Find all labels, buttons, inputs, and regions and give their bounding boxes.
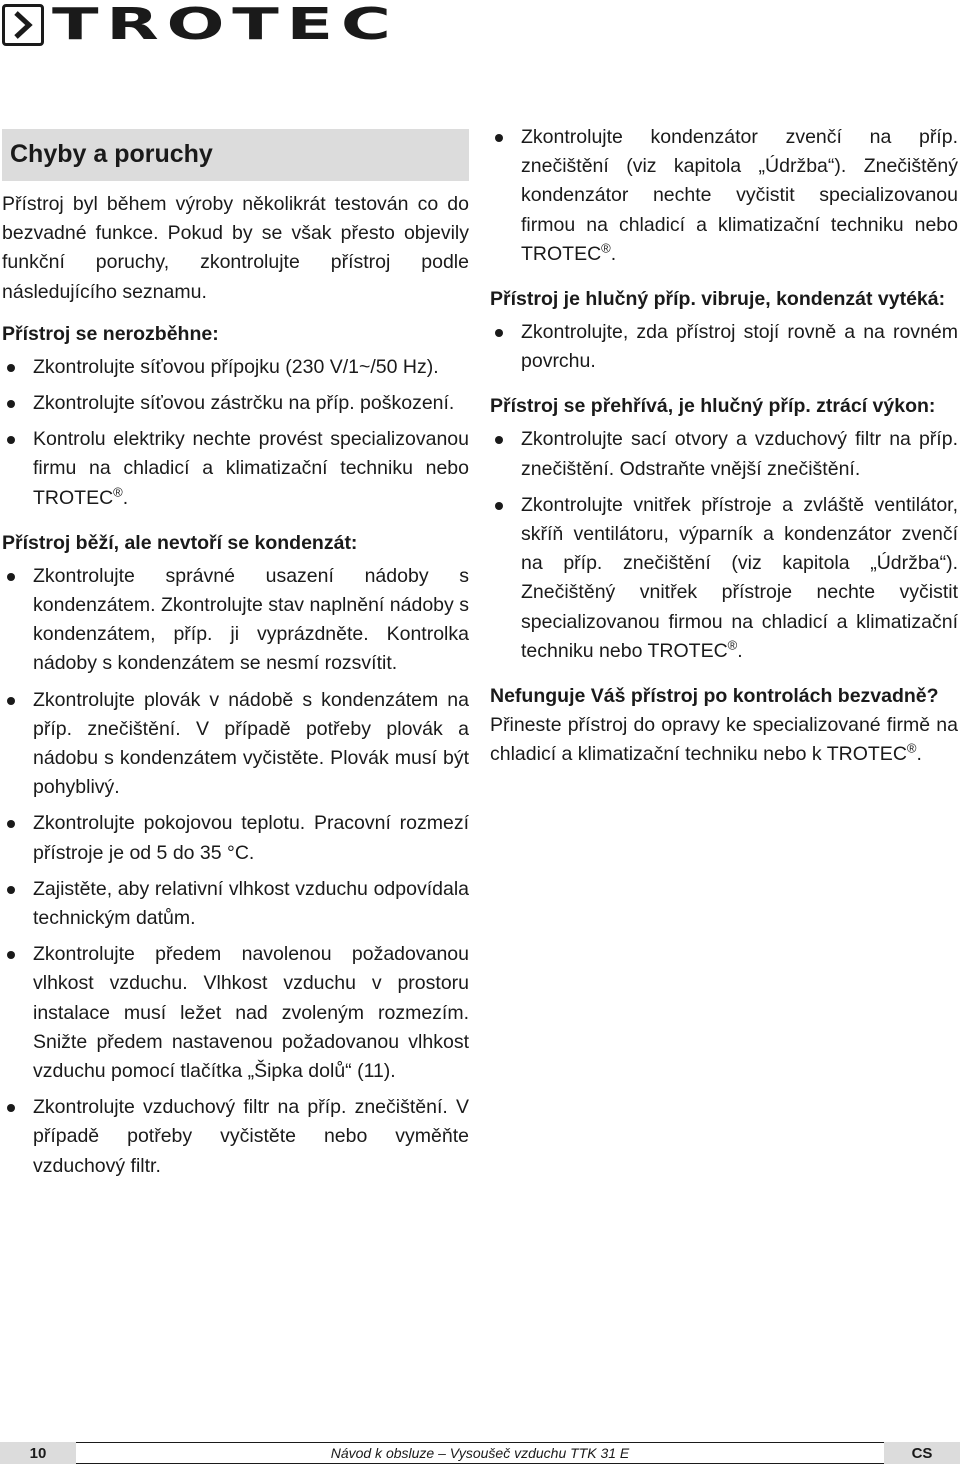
- checklist: [2, 562, 469, 1181]
- group-heading: Přístroj je hlučný příp. vibruje, kondenzát vytéká:: [490, 288, 946, 311]
- page-number: 10: [0, 1442, 76, 1464]
- checklist: [490, 425, 958, 666]
- page-footer: [0, 1442, 960, 1464]
- group-heading: Přístroj se nerozběhne:: [2, 322, 219, 345]
- registered-mark: ®: [727, 637, 738, 653]
- checklist: [2, 353, 469, 513]
- registered-mark: ®: [601, 240, 611, 256]
- list-item: Zkontrolujte předem navolenou požadovanou vlhkost vzduchu. Vlhkost vzduchu v prostoru instalace musí ležet nad zvoleným rozmezím. Snižte předem nastavenou požadovanou vlhkost vzduchu pomocí tlačítka „Šipka dolů“ (11).: [2, 940, 469, 1086]
- chevron-right-icon: [2, 4, 44, 46]
- list-item: Kontrolu elektriky nechte provést specializovanou firmu na chladicí a klimatizační techniku nebo TROTEC®.: [2, 425, 469, 513]
- language-code: CS: [884, 1442, 960, 1464]
- registered-mark: ®: [113, 484, 123, 500]
- registered-mark: ®: [906, 740, 917, 756]
- section-title: Chyby a poruchy: [2, 129, 469, 181]
- list-item: Zkontrolujte vzduchový filtr na příp. znečištění. V případě potřeby vyčistěte nebo vyměňte vzduchový filtr.: [2, 1093, 469, 1181]
- checklist: [490, 123, 958, 269]
- trotec-logo: [2, 0, 399, 50]
- document-title: Návod k obsluze – Vysoušeč vzduchu TTK 31 E: [330, 1445, 630, 1461]
- left-column: [2, 129, 469, 1188]
- list-item: Zkontrolujte kondenzátor zvenčí na příp. znečištění (viz kapitola „Údržba“). Znečištěný kondenzátor nechte vyčistit specializovanou firmou na chladicí a klimatizační techniku nebo TROTEC®.: [490, 123, 958, 269]
- intro-paragraph: Přístroj byl během výroby několikrát testován co do bezvadné funkce. Pokud by se však přesto objevily funkční poruchy, zkontrolujte přístroj podle následujícího seznamu.: [2, 193, 469, 303]
- logo-text: TROTEC: [52, 0, 399, 50]
- list-item: Zkontrolujte síťovou přípojku (230 V/1~/50 Hz).: [2, 353, 469, 382]
- group-heading: Přístroj se přehřívá, je hlučný příp. ztrácí výkon:: [490, 395, 936, 418]
- list-item: Zkontrolujte plovák v nádobě s kondenzátem na příp. znečištění. V případě potřeby plovák a nádobu s kondenzátem vyčistěte. Plovák musí být pohyblivý.: [2, 686, 469, 803]
- checklist: [490, 318, 958, 376]
- list-item: Zkontrolujte síťovou zástrčku na příp. poškození.: [2, 389, 469, 418]
- closing-heading: Nefunguje Váš přístroj po kontrolách bezvadně?: [490, 685, 939, 708]
- list-item: Zkontrolujte správné usazení nádoby s kondenzátem. Zkontrolujte stav naplnění nádoby s kondenzátem, příp. ji vyprázdněte. Kontrolka nádoby s kondenzátem se nesmí rozsvítit.: [2, 562, 469, 679]
- list-item: Zkontrolujte, zda přístroj stojí rovně a na rovném povrchu.: [490, 318, 958, 376]
- list-item: Zkontrolujte sací otvory a vzduchový filtr na příp. znečištění. Odstraňte vnější znečištění.: [490, 425, 958, 483]
- list-item: Zajistěte, aby relativní vlhkost vzduchu odpovídala technickým datům.: [2, 875, 469, 933]
- group-heading: Přístroj běží, ale nevtoří se kondenzát:: [2, 531, 358, 554]
- closing-paragraph: Přineste přístroj do opravy ke specializované firmě na chladicí a klimatizační techniku nebo k TROTEC®.: [490, 714, 958, 766]
- list-item: Zkontrolujte pokojovou teplotu. Pracovní rozmezí přístroje je od 5 do 35 °C.: [2, 809, 469, 867]
- right-column: [490, 126, 958, 769]
- list-item: Zkontrolujte vnitřek přístroje a zvláště ventilátor, skříň ventilátoru, výparník a kondenzátor zvenčí na příp. znečištění (viz kapitola „Údržba“). Znečištěný vnitřek přístroje nechte vyčistit specializovanou firmou na chladicí a klimatizační techniku nebo TROTEC®.: [490, 491, 958, 666]
